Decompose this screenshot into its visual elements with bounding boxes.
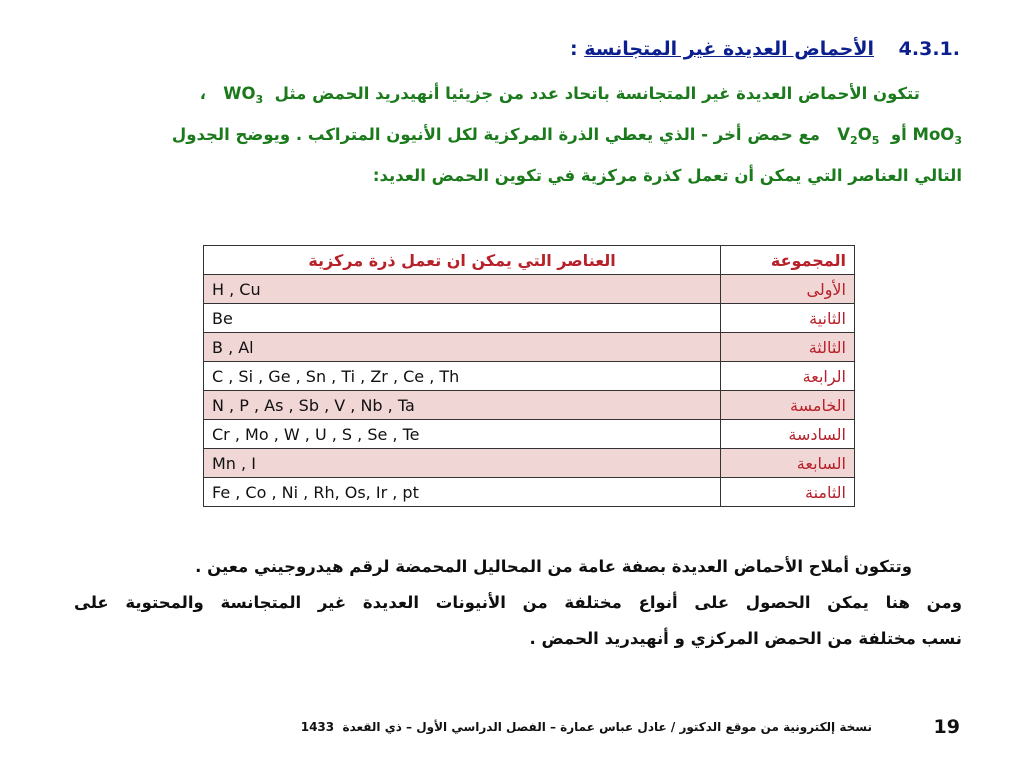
row-elements: C , Si , Ge , Sn , Ti , Zr , Ce , Th [204, 362, 721, 391]
header-elements: العناصر التي يمكن ان تعمل ذرة مركزية [204, 246, 721, 275]
intro-line-1-text: تتكون الأحماض العديدة غير المتجانسة باتحاد عدد من جزيئيا أنهيدريد الحمض مثل [274, 84, 920, 103]
outro-line-1: وتتكون أملاح الأحماض العديدة بصفة عامة من المحاليل المحمضة لرقم هيدروجيني معين . [195, 557, 912, 576]
row-group: السابعة [721, 449, 855, 478]
table-row [204, 275, 855, 304]
formula-moo3-base: MoO [912, 125, 955, 144]
row-group: الرابعة [721, 362, 855, 391]
row-group: الثامنة [721, 478, 855, 507]
table-row [204, 420, 855, 449]
page-footer [301, 720, 872, 734]
row-group: السادسة [721, 420, 855, 449]
section-title: الأحماض العديدة غير المتجانسة [584, 38, 875, 60]
formula-moo3-sub: 3 [954, 134, 962, 147]
table-row [204, 391, 855, 420]
intro-paragraph [62, 76, 962, 193]
formula-v2o5-v-sub: 2 [850, 134, 858, 147]
outro-paragraph [74, 549, 962, 657]
formula-v2o5 [837, 125, 880, 147]
intro-line-2-text: مع حمض أخر - الذي يعطي الذرة المركزية لكل الأنيون المتراكب . ويوضح الجدول [171, 125, 821, 144]
table-row [204, 304, 855, 333]
row-group: الأولى [721, 275, 855, 304]
central-atom-table [203, 245, 855, 507]
intro-or: أو [890, 125, 907, 144]
outro-line-3: نسب مختلفة من الحمض المركزي و أنهيدريد الحمض . [529, 629, 962, 648]
formula-moo3 [912, 125, 962, 147]
table-header-row [204, 246, 855, 275]
row-elements: Mn , I [204, 449, 721, 478]
section-title-suffix: : [570, 38, 585, 60]
row-elements: Cr , Mo , W , U , S , Se , Te [204, 420, 721, 449]
section-number: 4.3.1. [898, 38, 960, 60]
formula-wo3-sub: 3 [255, 93, 264, 106]
intro-line-1-comma: ، [199, 84, 207, 103]
intro-line-3: التالي العناصر التي يمكن أن تعمل كذرة مركزية في تكوين الحمض العديد: [372, 166, 962, 185]
table-row [204, 449, 855, 478]
formula-v2o5-v: V [837, 125, 851, 144]
formula-v2o5-o-sub: 5 [871, 134, 880, 147]
footer-text: نسخة إلكترونية من موقع الدكتور / عادل عباس عمارة – الفصل الدراسي الأول – ذي القعدة [342, 720, 872, 734]
table-row [204, 333, 855, 362]
row-group: الخامسة [721, 391, 855, 420]
table-row [204, 362, 855, 391]
formula-wo3-base: WO [223, 84, 256, 103]
header-group: المجموعة [721, 246, 855, 275]
row-group: الثانية [721, 304, 855, 333]
footer-year: 1433 [300, 720, 335, 734]
outro-line-2: ومن هنا يمكن الحصول على أنواع مختلفة من الأنيونات العديدة غير المتجانسة والمحتوية على [74, 593, 962, 612]
row-elements: B , Al [204, 333, 721, 362]
row-elements: Fe , Co , Ni , Rh, Os, Ir , pt [204, 478, 721, 507]
row-elements: N , P , As , Sb , V , Nb , Ta [204, 391, 721, 420]
table-row [204, 478, 855, 507]
section-heading [570, 38, 960, 60]
row-elements: H , Cu [204, 275, 721, 304]
page-number: 19 [933, 716, 960, 738]
formula-wo3 [223, 84, 264, 106]
intro-line-1 [62, 76, 962, 117]
intro-line-2 [62, 117, 962, 158]
row-group: الثالثة [721, 333, 855, 362]
formula-v2o5-o: O [857, 125, 872, 144]
row-elements: Be [204, 304, 721, 333]
